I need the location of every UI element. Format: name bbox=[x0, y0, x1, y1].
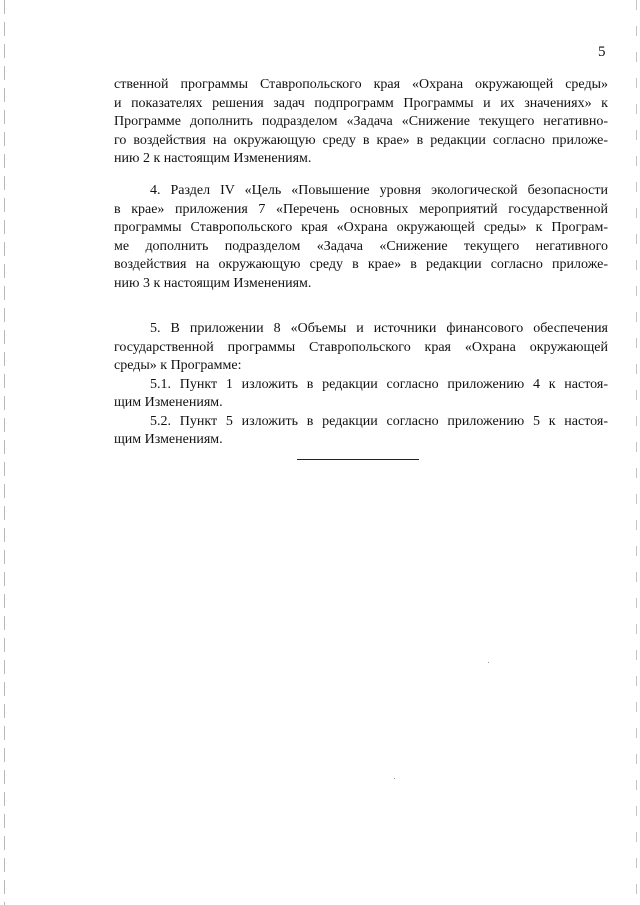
text-line: го воздействия на окружающую среду в крае» в редакции согласно приложе- bbox=[114, 132, 608, 148]
end-separator-line bbox=[297, 459, 419, 460]
text-line: ме дополнить подразделом «Задача «Снижение текущего негативного bbox=[114, 238, 608, 254]
text-line: программы Ставропольского края «Охрана окружающей среды» к Програм- bbox=[114, 220, 608, 235]
scan-speck bbox=[488, 662, 489, 663]
subitem-5-2-line: 5.2. Пункт 5 изложить в редакции согласно приложению 5 к настоя- bbox=[150, 413, 608, 429]
text-line: 5. В приложении 8 «Объемы и источники финансового обеспечения bbox=[150, 321, 608, 336]
text-line: нию 3 к настоящим Изменениям. bbox=[114, 275, 312, 291]
subitem-5-1-line: 5.1. Пункт 1 изложить в редакции согласно приложению 4 к настоя- bbox=[150, 376, 608, 392]
subitem-5-1-line: щим Изменениям. bbox=[114, 395, 223, 410]
text-line: нию 2 к настоящим Изменениям. bbox=[114, 151, 312, 166]
text-line: и показателях решения задач подпрограмм Программы и их значениях» к bbox=[114, 95, 608, 111]
paragraph-item-5 bbox=[114, 320, 608, 450]
paragraph-item-4 bbox=[114, 182, 608, 293]
text-line: государственной программы Ставропольского края «Охрана окружающей bbox=[114, 339, 608, 355]
paragraph-continuation bbox=[114, 76, 608, 169]
page-number: 5 bbox=[598, 44, 606, 60]
scan-speck bbox=[394, 778, 395, 779]
text-line: ственной программы Ставропольского края «Охрана окружающей среды» bbox=[114, 77, 608, 92]
text-line: 4. Раздел IV «Цель «Повышение уровня экологической безопасности bbox=[150, 183, 608, 198]
scan-edge-left bbox=[4, 0, 5, 905]
text-line: среды» к Программе: bbox=[114, 358, 242, 373]
subitem-5-2-line: щим Изменениям. bbox=[114, 432, 223, 447]
scan-edge-right bbox=[636, 0, 637, 905]
text-line: в крае» приложения 7 «Перечень основных мероприятий государственной bbox=[114, 201, 608, 217]
text-line: воздействия на окружающую среду в крае» в редакции согласно приложе- bbox=[114, 257, 608, 272]
text-line: Программе дополнить подразделом «Задача «Снижение текущего негативно- bbox=[114, 114, 608, 129]
